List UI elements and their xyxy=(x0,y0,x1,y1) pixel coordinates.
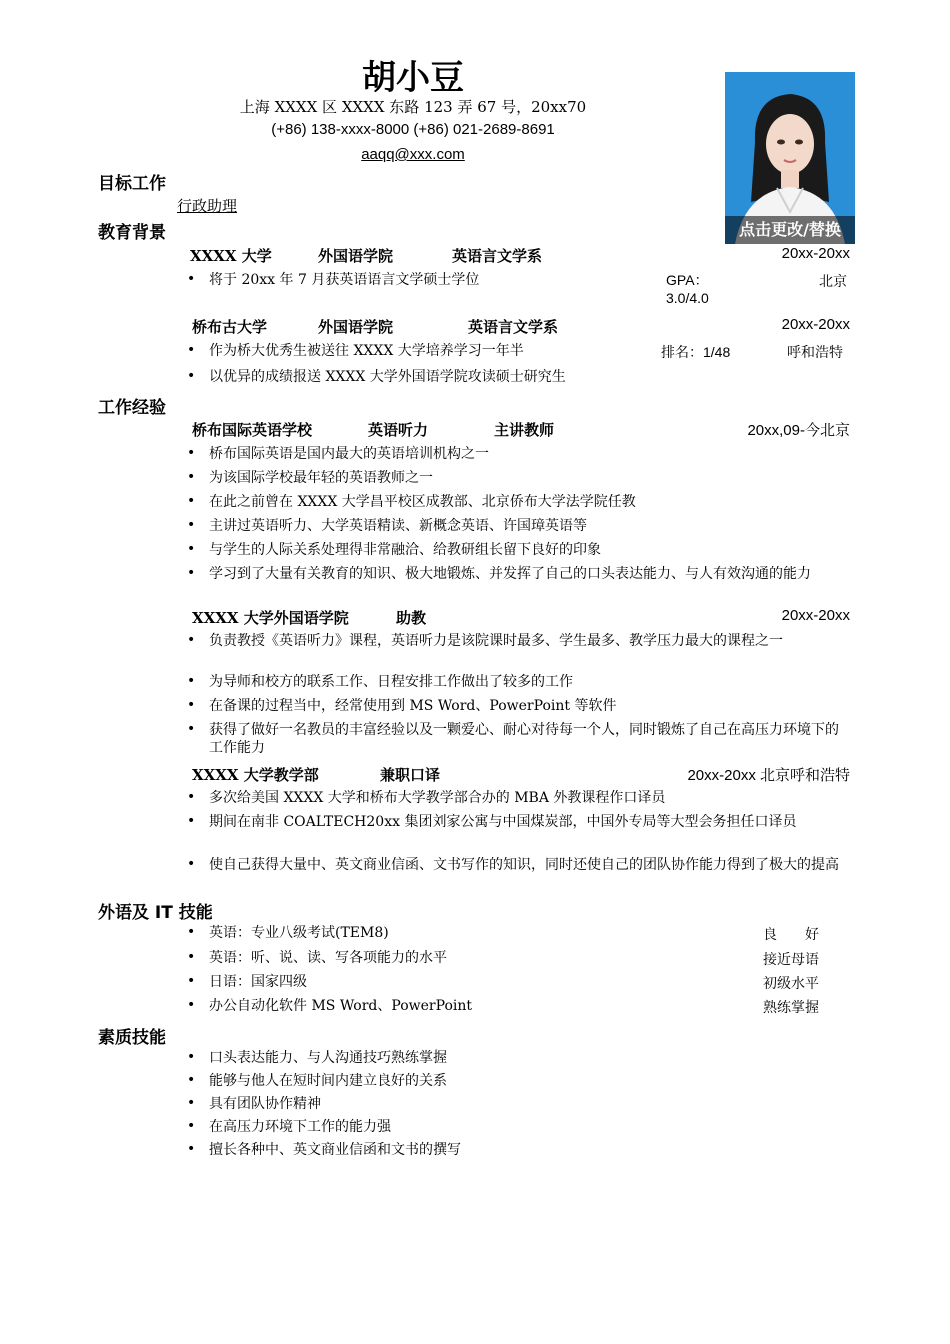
education-entry-header xyxy=(192,316,558,337)
list-item: • 使自己获得大量中、英文商业信函、文书写作的知识，同时还使自己的团队协作能力得到了极大的提高 xyxy=(187,856,849,874)
section-title-education: 教育背景 xyxy=(98,223,166,243)
org-name: 桥布国际英语学校 xyxy=(192,421,313,439)
list-item: • 负责教授《英语听力》课程，英语听力是该院课时最多、学生最多、教学压力最大的课程之一 xyxy=(187,632,849,650)
skill-level: 熟练掌握 xyxy=(763,1000,819,1016)
role-name: 助教 xyxy=(396,609,427,627)
role-name: 主讲教师 xyxy=(494,421,555,439)
skill-level: 良 好 xyxy=(763,927,819,943)
list-item: • 具有团队协作精神 xyxy=(187,1095,849,1113)
profile-photo[interactable] xyxy=(725,72,855,244)
list-item: • 为导师和校方的联系工作、日程安排工作做出了较多的工作 xyxy=(187,673,849,691)
education-date: 20xx-20xx xyxy=(781,316,850,333)
list-item: • 在备课的过程当中，经常使用到 MS Word、PowerPoint 等软件 xyxy=(187,697,849,715)
education-location: 北京 xyxy=(819,274,847,290)
list-item: • 与学生的人际关系处理得非常融洽、给教研组长留下良好的印象 xyxy=(187,541,849,559)
list-item: • 擅长各种中、英文商业信函和文书的撰写 xyxy=(187,1141,849,1159)
department-name: 英语言文学系 xyxy=(468,318,559,336)
school-name: 桥布古大学 xyxy=(192,318,268,336)
list-item: • 桥布国际英语是国内最大的英语培训机构之一 xyxy=(187,445,849,463)
resume-name: 胡小豆 xyxy=(362,58,464,98)
address: 上海 XXXX 区 XXXX 东路 123 弄 67 号，20xx70 xyxy=(239,98,587,116)
list-item: • 以优异的成绩报送 XXXX 大学外国语学院攻读硕士研究生 xyxy=(187,368,849,386)
list-item: • 将于 20xx 年 7 月获英语语言文学硕士学位 xyxy=(187,271,849,289)
work-entry-header xyxy=(192,764,440,785)
list-item: • 学习到了大量有关教育的知识、极大地锻炼、并发挥了自己的口头表达能力、与人有效沟通的能力 xyxy=(187,565,849,583)
school-name: XXXX 大学 xyxy=(190,247,272,265)
role-name: 兼职口译 xyxy=(380,766,441,784)
education-date: 20xx-20xx xyxy=(781,245,850,262)
list-item: • 口头表达能力、与人沟通技巧熟练掌握 xyxy=(187,1049,849,1067)
section-title-objective: 目标工作 xyxy=(98,174,166,194)
list-item: • 多次给美国 XXXX 大学和桥布大学教学部合办的 MBA 外教课程作口译员 xyxy=(187,789,849,807)
skill-level: 接近母语 xyxy=(763,952,819,968)
list-item: • 能够与他人在短时间内建立良好的关系 xyxy=(187,1072,849,1090)
list-item: • 作为桥大优秀生被送往 XXXX 大学培养学习一年半 xyxy=(187,342,849,360)
list-item: • 为该国际学校最年轻的英语教师之一 xyxy=(187,469,849,487)
education-entry-header xyxy=(190,245,542,266)
section-title-work: 工作经验 xyxy=(98,398,166,418)
list-item: • 日语：国家四级 xyxy=(187,973,849,991)
rank: 排名：1/48 xyxy=(661,344,731,360)
change-photo-button[interactable]: 点击更改/替换 xyxy=(725,216,855,244)
work-date: 20xx-20xx 北京呼和浩特 xyxy=(687,767,850,784)
list-item: • 办公自动化软件 MS Word、PowerPoint xyxy=(187,997,849,1015)
gpa: GPA：3.0/4.0 xyxy=(666,272,709,306)
work-entry-header xyxy=(192,607,426,628)
list-item: • 获得了做好一名教员的丰富经验以及一颗爱心、耐心对待每一个人，同时锻炼了自己在高压力环境下的工作能力 xyxy=(187,721,849,757)
work-date: 20xx-20xx xyxy=(781,607,850,624)
list-item: • 主讲过英语听力、大学英语精读、新概念英语、许国璋英语等 xyxy=(187,517,849,535)
list-item: • 在高压力环境下工作的能力强 xyxy=(187,1118,849,1136)
list-item: • 英语：专业八级考试(TEM8) xyxy=(187,924,849,942)
work-entry-header xyxy=(192,419,554,440)
org-name: XXXX 大学外国语学院 xyxy=(192,609,349,627)
list-item: • 英语：听、说、读、写各项能力的水平 xyxy=(187,949,849,967)
list-item: • 期间在南非 COALTECH20xx 集团刘家公寓与中国煤炭部，中国外专局等大型会务担任口译员 xyxy=(187,813,849,831)
email-link[interactable]: aaqq@xxx.com xyxy=(361,146,465,163)
work-date: 20xx,09-今北京 xyxy=(747,422,850,439)
college-name: 外国语学院 xyxy=(318,247,394,265)
org-name: XXXX 大学教学部 xyxy=(192,766,319,784)
field-name: 英语听力 xyxy=(368,421,429,439)
section-title-languages: 外语及 IT 技能 xyxy=(98,903,213,923)
department-name: 英语言文学系 xyxy=(452,247,543,265)
skill-level: 初级水平 xyxy=(763,976,819,992)
education-location: 呼和浩特 xyxy=(787,345,843,361)
college-name: 外国语学院 xyxy=(318,318,394,336)
list-item: • 在此之前曾在 XXXX 大学昌平校区成教部、北京侨布大学法学院任教 xyxy=(187,493,849,511)
objective-value: 行政助理 xyxy=(177,197,238,215)
section-title-qualities: 素质技能 xyxy=(98,1028,166,1048)
phone: (+86) 138-xxxx-8000 (+86) 021-2689-8691 xyxy=(271,121,555,138)
